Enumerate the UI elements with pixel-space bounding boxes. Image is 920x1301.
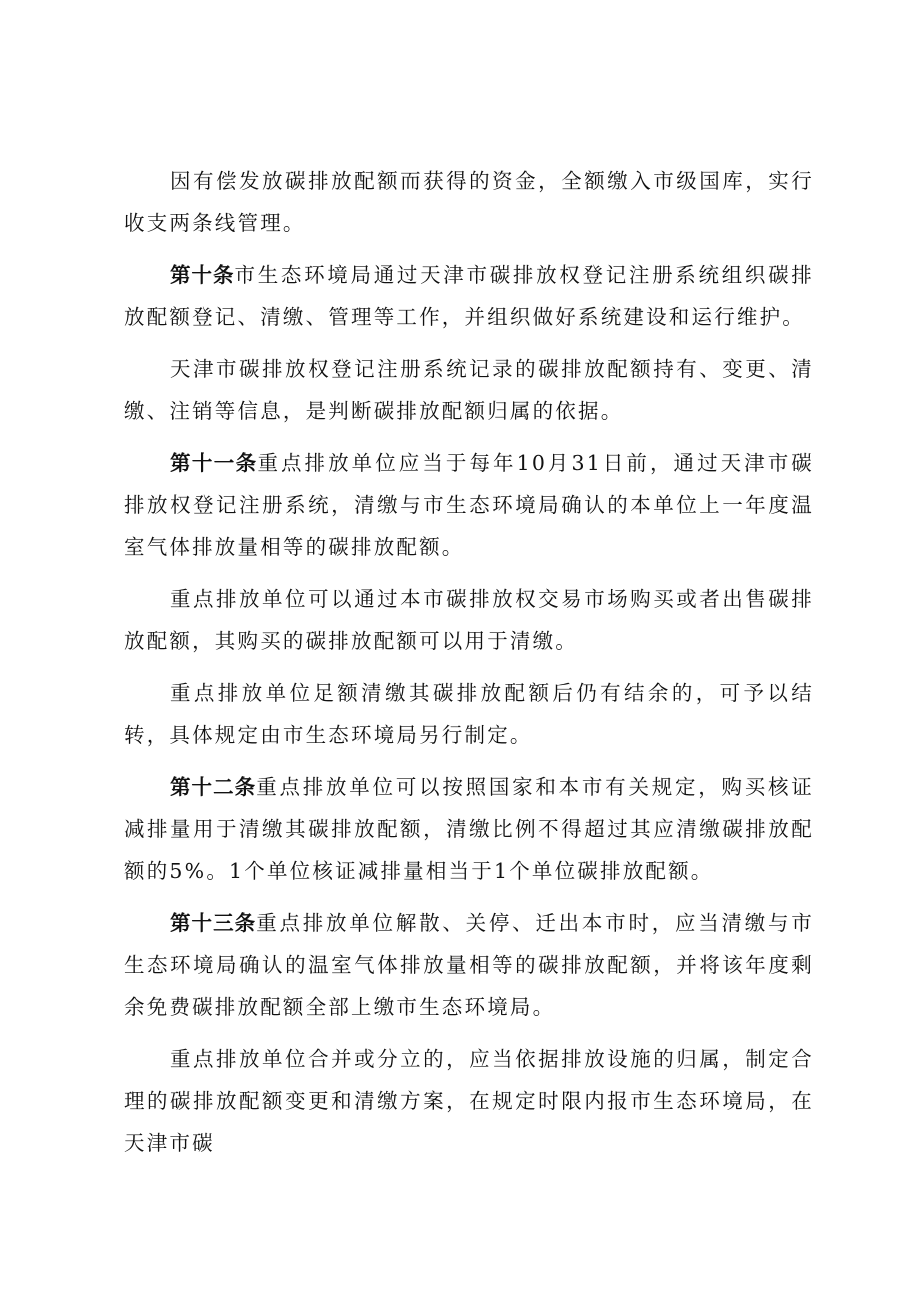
paragraph-text: 重点排放单位应当于每年10月31日前，通过天津市碳排放权登记注册系统，清缴与市生态环境局确认的本单位上一年度温室气体排放量相等的碳排放配额。 bbox=[124, 451, 815, 559]
paragraph-text: 市生态环境局通过天津市碳排放权登记注册系统组织碳排放配额登记、清缴、管理等工作，并组织做好系统建设和运行维护。 bbox=[124, 263, 814, 329]
paragraph-article-11 bbox=[124, 442, 814, 568]
paragraph-text: 因有偿发放碳排放配额而获得的资金，全额缴入市级国库，实行收支两条线管理。 bbox=[124, 169, 814, 235]
paragraph-text: 重点排放单位可以通过本市碳排放权交易市场购买或者出售碳排放配额，其购买的碳排放配额可以用于清缴。 bbox=[124, 587, 814, 653]
paragraph-text: 天津市碳排放权登记注册系统记录的碳排放配额持有、变更、清缴、注销等信息，是判断碳排放配额归属的依据。 bbox=[124, 357, 814, 423]
paragraph-registry-record bbox=[124, 348, 814, 432]
paragraph-text: 重点排放单位解散、关停、迁出本市时，应当清缴与市生态环境局确认的温室气体排放量相等的碳排放配额，并将该年度剩余免费碳排放配额全部上缴市生态环境局。 bbox=[124, 911, 814, 1019]
paragraph-funds bbox=[124, 160, 814, 244]
paragraph-article-13 bbox=[124, 902, 814, 1028]
paragraph-text: 重点排放单位可以按照国家和本市有关规定，购买核证减排量用于清缴其碳排放配额，清缴比例不得超过其应清缴碳排放配额的5%。1个单位核证减排量相当于1个单位碳排放配额。 bbox=[124, 775, 814, 883]
paragraph-market-trade bbox=[124, 578, 814, 662]
paragraph-merger-split bbox=[124, 1038, 814, 1164]
article-number: 第十条 bbox=[170, 263, 235, 287]
paragraph-text: 重点排放单位合并或分立的，应当依据排放设施的归属，制定合理的碳排放配额变更和清缴方案，在规定时限内报市生态环境局，在天津市碳 bbox=[124, 1047, 814, 1155]
article-number: 第十一条 bbox=[170, 451, 258, 475]
paragraph-text: 重点排放单位足额清缴其碳排放配额后仍有结余的，可予以结转，具体规定由市生态环境局另行制定。 bbox=[124, 681, 814, 747]
document-body bbox=[124, 160, 814, 1174]
paragraph-article-12 bbox=[124, 766, 814, 892]
article-number: 第十三条 bbox=[170, 911, 257, 935]
article-number: 第十二条 bbox=[170, 775, 257, 799]
paragraph-article-10 bbox=[124, 254, 814, 338]
paragraph-carry-over bbox=[124, 672, 814, 756]
